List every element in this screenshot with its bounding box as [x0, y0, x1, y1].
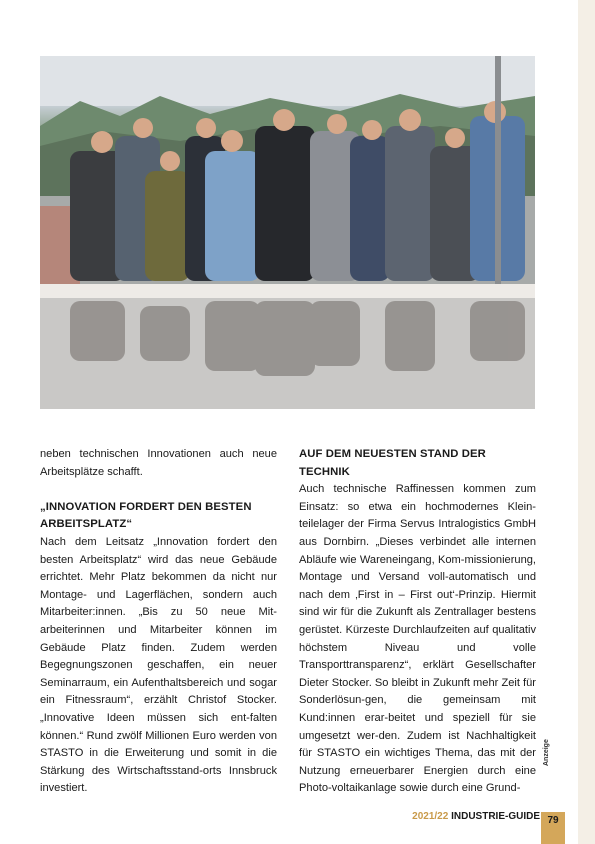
section-heading-right: AUF DEM NEUESTEN STAND DER TECHNIK — [299, 448, 486, 478]
side-band — [578, 0, 595, 844]
ad-label: Anzeige — [543, 739, 550, 766]
page-number: 79 — [541, 812, 565, 844]
right-column — [299, 446, 536, 798]
body-paragraph-right: Auch technische Raffinessen kommen zum Einsatz: so etwa ein hochmodernes Klein-teilelager der Firma Servus Intralogistics GmbH aus Dornbirn. „Dieses verbindet alle internen Abläufe wie Wareneingang, Kom-missionierung, Montage und Versand voll-automatisch und nach dem ‚First in – First out‘-Prinzip. Hiermit sind wir für die Zukunft als Zentrallager bestens gerüstet. Kürzeste Durchlaufzeiten auf qualitativ höchstem Niveau und volle Transporttransparenz“, erklärt Gesellschafter Dieter Stocker. So bleibt in Zukunft mehr Zeit für Sonderlösun-gen, die gemeinsam mit Kund:innen erar-beitet und speziell für sie umgesetzt wer-den. Zudem ist Nachhaltigkeit für STASTO ein wichtiges Thema, das mit der Nutzung erneuerbarer Energien durch eine Photo-voltaikanlage sowie durch eine Grund- — [299, 483, 536, 795]
team-photo — [40, 56, 535, 409]
section-heading-left: „INNOVATION FORDERT DEN BESTEN ARBEITSPLATZ“ — [40, 500, 252, 531]
group-photo-icon — [40, 56, 535, 409]
intro-paragraph: neben technischen Innovationen auch neue Arbeitsplätze schafft. — [40, 448, 277, 478]
left-column — [40, 446, 277, 798]
body-paragraph-left: Nach dem Leitsatz „Innovation fordert den besten Arbeitsplatz“ wird das neue Gebäude errichtet. Mehr Platz bekommen da nicht nur Montage- und Lagerflächen, sondern auch Mitarbeiter:innen. „Bis zu 50 neue Mit-arbeiterinnen und Mitarbeiter können im Gebäude Platz finden. Zudem werden Begegnungszonen geschaffen, ein neuer Seminarraum, ein Aufenthaltsbereich und sogar ein Fitnessraum“, erzählt Christof Stocker. „Innovative Ideen müssen sich ent-falten können.“ Rund zwölf Millionen Euro werden von STASTO in die Erweiterung und somit in die Stärkung des Wirtschaftsstand-orts Innsbruck investiert. — [40, 535, 277, 795]
footer-year: 2021/22 — [412, 811, 449, 822]
spacer — [40, 481, 277, 499]
page-footer — [380, 810, 540, 824]
footer-guide-title: INDUSTRIE-GUIDE — [451, 811, 540, 822]
